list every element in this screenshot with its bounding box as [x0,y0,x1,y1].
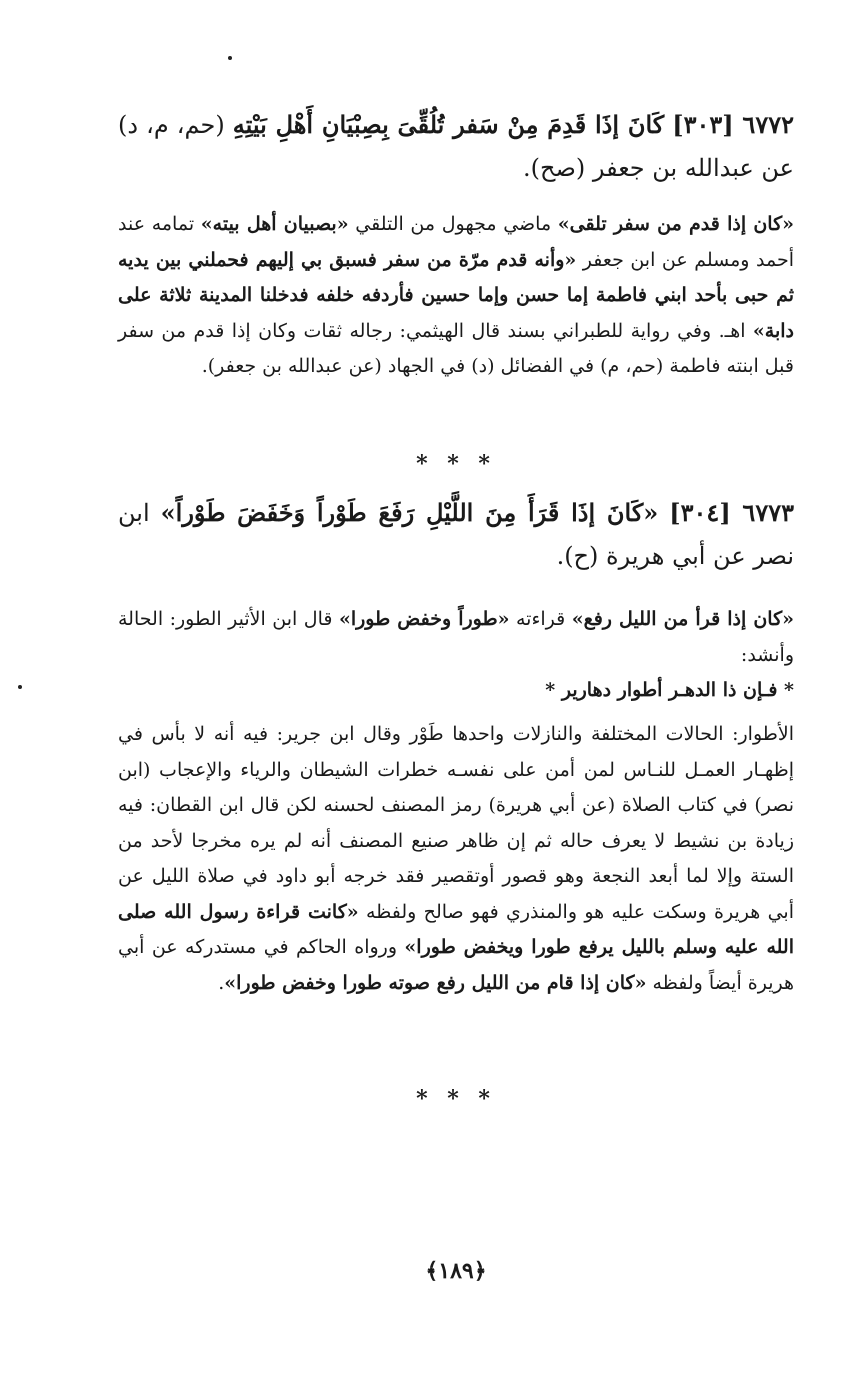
hadith-text: كَانَ إذَا قَدِمَ مِنْ سَفر تُلُقِّىَ بِصِبْيَانِ أَهْلِ بَيْتِهِ [232,110,665,139]
section-separator: * * * [416,451,496,477]
hadith-entry-6772 [118,103,794,190]
commentary-text: الأطوار: الحالات المختلفة والنازلات واحدها طَوْر وقال ابن جرير: فيه أنه لا بأس في إظهـار العمـل للنـاس لمن أمن على نفسـه خطرات الشيطان والرياء والإعجاب (ابن نصر) في كتاب الصلاة (عن أبي هريرة) رمز المصنف لحسنه لكن قال ابن القطان: فيه زيادة بن نشيط لا يعرف حاله ثم إن ظاهر صنيع المصنف أنه لم يره مخرجا لأحد من الستة وإلا لما أبعد النجعة وهو قصور أوتقصير فقد خرجه أبو داود في صلاة الليل عن أبي هريرة وسكت عليه هو والمنذري فهو صالح ولفظه [118,723,795,923]
commentary-6773 [118,602,794,709]
page-number: ﴿١٨٩﴾ [425,1258,487,1284]
commentary-6772 [118,207,794,385]
quoted-phrase: «طوراً وخفض طورا» [338,608,510,630]
quoted-phrase: «كان إذا قدم من سفر تلقى» [557,213,794,235]
hadith-sources: (حم، م، د) عن عبدالله بن جعفر (صح). [118,111,794,182]
commentary-6773-continued [118,717,794,1001]
commentary-text: تمامه عند أحمد ومسلم عن ابن جعفر [118,213,794,271]
section-separator: * * * [416,1086,496,1112]
quoted-narration: «كان إذا قام من الليل رفع صوته طورا وخفض طورا» [224,971,647,994]
commentary-text: ورواه الحاكم في مستدركه عن أبي هريرة أيضاً ولفظه [118,936,794,994]
entry-number: ٦٧٧٢ [٣٠٣] [672,110,794,139]
commentary-text: قراءته [509,608,572,630]
poetry-verse: * فـإن ذا الدهـر أطوار دهارير * [545,679,794,701]
quoted-narration: «كانت قراءة رسول الله صلى الله عليه وسلم بالليل يرفع طورا ويخفض طورا» [118,900,794,958]
commentary-text: قال ابن الأثير الطور: الحالة وأنشد: [118,608,794,666]
hadith-text: «كَانَ إذَا قَرَأَ مِنَ اللَّيْلِ رَفَعَ طَوْراً وَخَفَضَ طَوْراً» [160,498,659,527]
commentary-text: . [218,971,225,994]
entry-number: ٦٧٧٣ [٣٠٤] [669,498,794,527]
quoted-phrase: «بصبيان أهل بيته» [200,213,349,235]
hadith-entry-6773 [118,491,794,578]
page-speck-left [18,685,22,689]
quoted-narration: «وأنه قدم مرّة من سفر فسبق بي إليهم فحملني بين يديه ثم حبى بأحد ابني فاطمة إما حسن وإما حسين فأردفه خلفه فدخلنا المدينة ثلاثة على دابة» [118,248,794,342]
commentary-text: ماضي مجهول من التلقي [348,213,558,235]
hadith-sources: ابن نصر عن أبي هريرة (ح). [118,499,794,570]
document-page [118,0,794,1375]
commentary-text: اهـ. وفي رواية للطبراني بسند قال الهيثمي: رجاله ثقات وكان إذا قدم من سفر قبل ابنته فاطمة (حم، م) في الفضائل (د) في الجهاد (عن عبدالله بن جعفر). [118,319,794,377]
quoted-phrase: «كان إذا قرأ من الليل رفع» [571,608,794,630]
